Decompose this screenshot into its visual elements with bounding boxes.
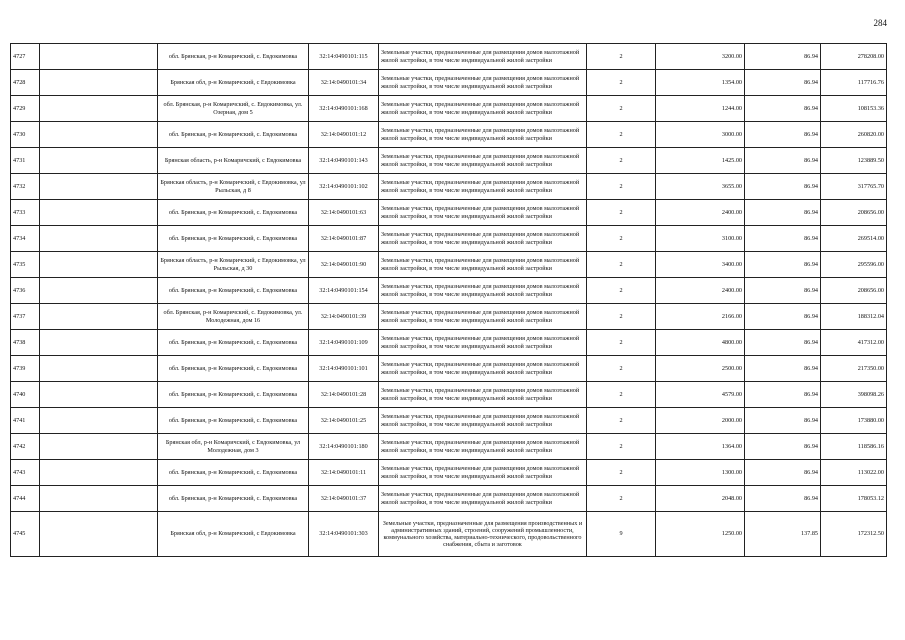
cadastral-cost-cell: 269514.00 [821,226,887,252]
address-cell: обл. Брянская, р-н Комаричский, с. Евдокимовка, ул. Озерная, дом 5 [158,96,309,122]
rate-cell: 137.85 [745,512,821,557]
table-row [11,70,887,96]
cadastral-number-cell: 32:14:0490101:109 [309,330,379,356]
table-row [11,44,887,70]
empty-cell [40,434,158,460]
cadastral-cost-cell: 317765.70 [821,174,887,200]
table-row [11,304,887,330]
cadastral-cost-cell: 108153.36 [821,96,887,122]
rate-cell: 86.94 [745,304,821,330]
land-use-cell: Земельные участки, предназначенные для размещения домов малоэтажной жилой застройки, в том числе индивидуальной жилой застройки [379,174,587,200]
table-row [11,252,887,278]
address-cell: обл. Брянская, р-н Комаричский, с. Евдокимовка, ул. Молодежная, дом 16 [158,304,309,330]
area-cell: 2400.00 [656,200,745,226]
group-cell: 2 [587,148,656,174]
empty-cell [40,200,158,226]
address-cell: обл. Брянская, р-н Комаричский, с. Евдокимовка [158,330,309,356]
empty-cell [40,252,158,278]
table-row [11,278,887,304]
cadastral-cost-cell: 278208.00 [821,44,887,70]
empty-cell [40,226,158,252]
table-row [11,122,887,148]
cadastral-number-cell: 32:14:0490101:87 [309,226,379,252]
empty-cell [40,278,158,304]
area-cell: 1300.00 [656,460,745,486]
row-number: 4740 [11,382,40,408]
empty-cell [40,460,158,486]
address-cell: обл. Брянская, р-н Комаричский, с. Евдокимовка [158,226,309,252]
rate-cell: 86.94 [745,70,821,96]
address-cell: Брянская обл, р-н Комаричский, с Евдокимовка [158,512,309,557]
area-cell: 3100.00 [656,226,745,252]
land-use-cell: Земельные участки, предназначенные для размещения домов малоэтажной жилой застройки, в том числе индивидуальной жилой застройки [379,70,587,96]
table-row [11,382,887,408]
area-cell: 2048.00 [656,486,745,512]
group-cell: 2 [587,408,656,434]
land-use-cell: Земельные участки, предназначенные для размещения домов малоэтажной жилой застройки, в том числе индивидуальной жилой застройки [379,278,587,304]
rate-cell: 86.94 [745,486,821,512]
address-cell: обл. Брянская, р-н Комаричский, с. Евдокимовка [158,200,309,226]
address-cell: обл. Брянская, р-н Комаричский, с. Евдокимовка [158,460,309,486]
row-number: 4745 [11,512,40,557]
group-cell: 2 [587,44,656,70]
cadastral-cost-cell: 217350.00 [821,356,887,382]
area-cell: 3655.00 [656,174,745,200]
land-use-cell: Земельные участки, предназначенные для размещения домов малоэтажной жилой застройки, в том числе индивидуальной жилой застройки [379,200,587,226]
table-row [11,486,887,512]
empty-cell [40,70,158,96]
table-row [11,174,887,200]
cadastral-number-cell: 32:14:0490101:101 [309,356,379,382]
area-cell: 2500.00 [656,356,745,382]
land-use-cell: Земельные участки, предназначенные для размещения домов малоэтажной жилой застройки, в том числе индивидуальной жилой застройки [379,486,587,512]
rate-cell: 86.94 [745,434,821,460]
row-number: 4744 [11,486,40,512]
empty-cell [40,96,158,122]
cadastral-number-cell: 32:14:0490101:154 [309,278,379,304]
table-row [11,460,887,486]
address-cell: обл. Брянская, р-н Комаричский, с. Евдокимовка [158,278,309,304]
table-row [11,330,887,356]
address-cell: Брянская область, р-н Комаричский, с Евдокимовка, ул Рыльская, д 30 [158,252,309,278]
group-cell: 2 [587,434,656,460]
table-row [11,96,887,122]
area-cell: 2400.00 [656,278,745,304]
cadastral-number-cell: 32:14:0490101:37 [309,486,379,512]
cadastral-cost-cell: 123889.50 [821,148,887,174]
rate-cell: 86.94 [745,174,821,200]
cadastral-cost-cell: 295596.00 [821,252,887,278]
address-cell: Брянская обл, р-н Комаричский, с Евдокимовка [158,70,309,96]
cadastral-cost-cell: 172312.50 [821,512,887,557]
row-number: 4729 [11,96,40,122]
cadastral-number-cell: 32:14:0490101:39 [309,304,379,330]
cadastral-number-cell: 32:14:0490101:303 [309,512,379,557]
row-number: 4734 [11,226,40,252]
cadastral-cost-cell: 188312.04 [821,304,887,330]
row-number: 4737 [11,304,40,330]
cadastral-number-cell: 32:14:0490101:102 [309,174,379,200]
land-use-cell: Земельные участки, предназначенные для размещения домов малоэтажной жилой застройки, в том числе индивидуальной жилой застройки [379,96,587,122]
land-use-cell: Земельные участки, предназначенные для размещения домов малоэтажной жилой застройки, в том числе индивидуальной жилой застройки [379,44,587,70]
land-use-cell: Земельные участки, предназначенные для размещения домов малоэтажной жилой застройки, в том числе индивидуальной жилой застройки [379,304,587,330]
address-cell: обл. Брянская, р-н Комаричский, с. Евдокимовка [158,356,309,382]
row-number: 4732 [11,174,40,200]
cadastral-cost-cell: 173880.00 [821,408,887,434]
table-row [11,356,887,382]
area-cell: 3200.00 [656,44,745,70]
area-cell: 3000.00 [656,122,745,148]
empty-cell [40,382,158,408]
cadastral-number-cell: 32:14:0490101:90 [309,252,379,278]
land-use-cell: Земельные участки, предназначенные для размещения домов малоэтажной жилой застройки, в том числе индивидуальной жилой застройки [379,434,587,460]
rate-cell: 86.94 [745,252,821,278]
empty-cell [40,330,158,356]
row-number: 4741 [11,408,40,434]
cadastral-number-cell: 32:14:0490101:143 [309,148,379,174]
area-cell: 2166.00 [656,304,745,330]
group-cell: 2 [587,486,656,512]
cadastral-cost-cell: 398098.26 [821,382,887,408]
group-cell: 2 [587,200,656,226]
row-number: 4743 [11,460,40,486]
cadastral-cost-cell: 117716.76 [821,70,887,96]
cadastral-cost-cell: 208656.00 [821,278,887,304]
cadastral-number-cell: 32:14:0490101:34 [309,70,379,96]
land-use-cell: Земельные участки, предназначенные для размещения производственных и административных зданий, строений, сооружений промышленности, коммунального хозяйства, материально-технического, продовольственного снабжения, сбыта и заготовок [379,512,587,557]
cadastral-cost-cell: 118586.16 [821,434,887,460]
row-number: 4736 [11,278,40,304]
cadastral-cost-cell: 113022.00 [821,460,887,486]
area-cell: 1250.00 [656,512,745,557]
address-cell: обл. Брянская, р-н Комаричский, с. Евдокимовка [158,486,309,512]
table-row [11,226,887,252]
empty-cell [40,174,158,200]
land-use-cell: Земельные участки, предназначенные для размещения домов малоэтажной жилой застройки, в том числе индивидуальной жилой застройки [379,122,587,148]
row-number: 4730 [11,122,40,148]
group-cell: 2 [587,304,656,330]
cadastral-number-cell: 32:14:0490101:28 [309,382,379,408]
table-row [11,512,887,557]
group-cell: 2 [587,460,656,486]
land-use-cell: Земельные участки, предназначенные для размещения домов малоэтажной жилой застройки, в том числе индивидуальной жилой застройки [379,460,587,486]
empty-cell [40,44,158,70]
rate-cell: 86.94 [745,330,821,356]
cadastral-cost-cell: 208656.00 [821,200,887,226]
cadastral-number-cell: 32:14:0490101:168 [309,96,379,122]
table-body [11,44,887,557]
row-number: 4738 [11,330,40,356]
group-cell: 2 [587,70,656,96]
empty-cell [40,304,158,330]
land-use-cell: Земельные участки, предназначенные для размещения домов малоэтажной жилой застройки, в том числе индивидуальной жилой застройки [379,226,587,252]
group-cell: 2 [587,252,656,278]
table-row [11,408,887,434]
cadastral-cost-cell: 260820.00 [821,122,887,148]
land-use-cell: Земельные участки, предназначенные для размещения домов малоэтажной жилой застройки, в том числе индивидуальной жилой застройки [379,382,587,408]
cadastral-cost-cell: 417312.00 [821,330,887,356]
empty-cell [40,408,158,434]
rate-cell: 86.94 [745,200,821,226]
address-cell: обл. Брянская, р-н Комаричский, с. Евдокимовка [158,44,309,70]
address-cell: Брянская область, р-н Комаричский, с Евдокимовка, ул Рыльская, д 8 [158,174,309,200]
rate-cell: 86.94 [745,226,821,252]
land-registry-table [10,43,887,557]
cadastral-number-cell: 32:14:0490101:12 [309,122,379,148]
area-cell: 1364.00 [656,434,745,460]
address-cell: обл. Брянская, р-н Комаричский, с. Евдокимовка [158,408,309,434]
cadastral-cost-cell: 178053.12 [821,486,887,512]
rate-cell: 86.94 [745,382,821,408]
row-number: 4742 [11,434,40,460]
cadastral-number-cell: 32:14:0490101:25 [309,408,379,434]
rate-cell: 86.94 [745,356,821,382]
empty-cell [40,122,158,148]
address-cell: Брянская обл, р-н Комаричский, с Евдокимовка, ул Молодежная, дом 3 [158,434,309,460]
group-cell: 9 [587,512,656,557]
group-cell: 2 [587,174,656,200]
group-cell: 2 [587,278,656,304]
row-number: 4735 [11,252,40,278]
area-cell: 2000.00 [656,408,745,434]
rate-cell: 86.94 [745,122,821,148]
table-row [11,200,887,226]
rate-cell: 86.94 [745,44,821,70]
empty-cell [40,486,158,512]
rate-cell: 86.94 [745,408,821,434]
address-cell: обл. Брянская, р-н Комаричский, с. Евдокимовка [158,122,309,148]
land-use-cell: Земельные участки, предназначенные для размещения домов малоэтажной жилой застройки, в том числе индивидуальной жилой застройки [379,330,587,356]
group-cell: 2 [587,226,656,252]
cadastral-number-cell: 32:14:0490101:180 [309,434,379,460]
rate-cell: 86.94 [745,96,821,122]
row-number: 4727 [11,44,40,70]
group-cell: 2 [587,330,656,356]
row-number: 4728 [11,70,40,96]
empty-cell [40,512,158,557]
rate-cell: 86.94 [745,460,821,486]
area-cell: 1244.00 [656,96,745,122]
land-use-cell: Земельные участки, предназначенные для размещения домов малоэтажной жилой застройки, в том числе индивидуальной жилой застройки [379,252,587,278]
cadastral-number-cell: 32:14:0490101:115 [309,44,379,70]
area-cell: 1425.00 [656,148,745,174]
group-cell: 2 [587,96,656,122]
row-number: 4731 [11,148,40,174]
table-row [11,148,887,174]
table-row [11,434,887,460]
empty-cell [40,356,158,382]
area-cell: 1354.00 [656,70,745,96]
row-number: 4739 [11,356,40,382]
area-cell: 4800.00 [656,330,745,356]
address-cell: Брянская область, р-н Комаричский, с Евдокимовка [158,148,309,174]
cadastral-number-cell: 32:14:0490101:11 [309,460,379,486]
page-number: 284 [873,18,887,28]
area-cell: 4579.00 [656,382,745,408]
area-cell: 3400.00 [656,252,745,278]
empty-cell [40,148,158,174]
address-cell: обл. Брянская, р-н Комаричский, с. Евдокимовка [158,382,309,408]
rate-cell: 86.94 [745,148,821,174]
land-use-cell: Земельные участки, предназначенные для размещения домов малоэтажной жилой застройки, в том числе индивидуальной жилой застройки [379,148,587,174]
rate-cell: 86.94 [745,278,821,304]
land-use-cell: Земельные участки, предназначенные для размещения домов малоэтажной жилой застройки, в том числе индивидуальной жилой застройки [379,408,587,434]
group-cell: 2 [587,382,656,408]
row-number: 4733 [11,200,40,226]
cadastral-number-cell: 32:14:0490101:63 [309,200,379,226]
group-cell: 2 [587,356,656,382]
group-cell: 2 [587,122,656,148]
land-use-cell: Земельные участки, предназначенные для размещения домов малоэтажной жилой застройки, в том числе индивидуальной жилой застройки [379,356,587,382]
